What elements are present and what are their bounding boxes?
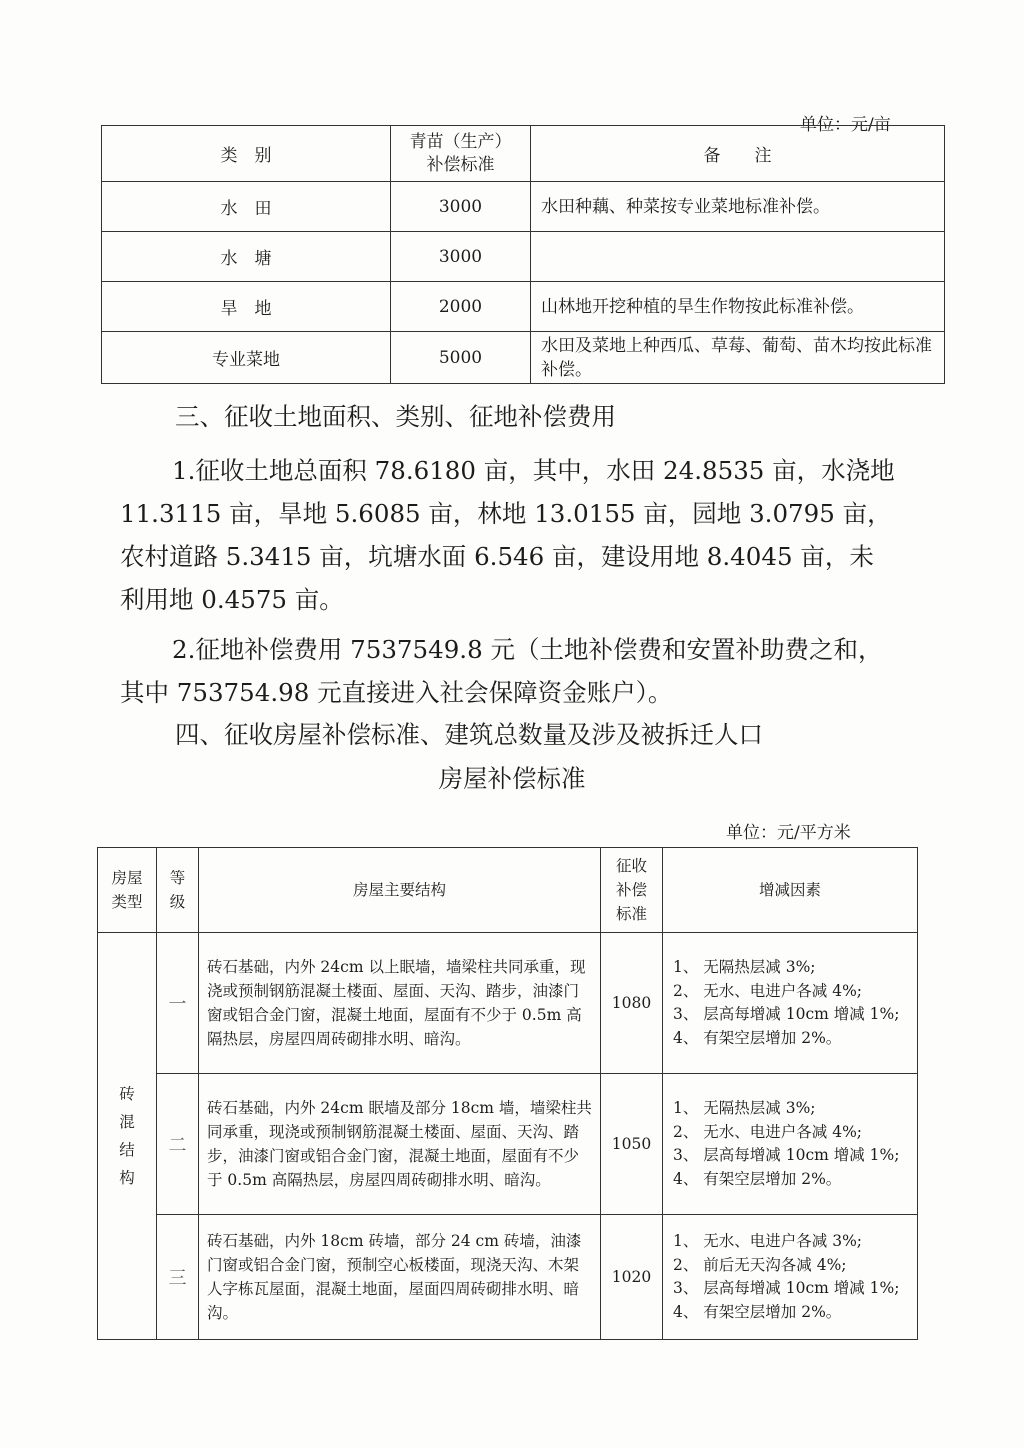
house-table-title: 房屋补偿标准 (438, 764, 586, 793)
cell-grade: 三 (157, 1215, 199, 1340)
table-row (98, 1074, 918, 1215)
cell-category: 水 田 (102, 182, 391, 232)
header-comp-line1: 青苗（生产） (409, 131, 512, 152)
factor-item: 2、 无水、电进户各减 4%; (673, 981, 863, 1000)
cell-structure: 砖石基础，内外 24cm 眠墙及部分 18cm 墙，墙梁柱共同承重，现浇或预制钢筋混凝土楼面、屋面、天沟、踏步，油漆门窗或铝合金门窗，混凝土地面，屋面有不少于 0.5m 高隔热层，房屋四周砖砌排水明、暗沟。 (199, 1074, 601, 1215)
cell-standard: 5000 (391, 332, 531, 384)
header-compensation-standard (391, 126, 531, 182)
cell-grade: 二 (157, 1074, 199, 1215)
table-row (102, 282, 945, 332)
green-crop-compensation-table (101, 125, 945, 384)
cell-note: 山林地开挖种植的旱生作物按此标准补偿。 (531, 282, 945, 332)
table-row (98, 933, 918, 1074)
header-comp-line2: 补偿标准 (426, 154, 495, 175)
cell-standard: 1050 (601, 1074, 663, 1215)
section3-heading: 三、征收土地面积、类别、征地补偿费用 (175, 402, 616, 431)
cell-note (531, 232, 945, 282)
factor-item: 4、 有架空层增加 2%。 (673, 1028, 842, 1047)
header-grade (157, 848, 199, 933)
section3-paragraph-2: 2.征地补偿费用 7537549.8 元（土地补偿费和安置补助费之和，其中 753754.98 元直接进入社会保障资金账户）。 (120, 635, 883, 707)
header-structure: 房屋主要结构 (199, 848, 601, 933)
cell-grade: 一 (157, 933, 199, 1074)
table-row (102, 182, 945, 232)
cell-category: 专业菜地 (102, 332, 391, 384)
cell-structure: 砖石基础，内外 18cm 砖墙，部分 24 cm 砖墙，油漆门窗或铝合金门窗，预制空心板楼面，现浇天沟、木架人字栋瓦屋面，混凝土地面，屋面四周砖砌排水明、暗沟。 (199, 1215, 601, 1340)
section3-paragraph-1: 1.征收土地总面积 78.6180 亩，其中，水田 24.8535 亩，水浇地 11.3115 亩，旱地 5.6085 亩，林地 13.0155 亩，园地 3.0795 亩，农村道路 5.3415 亩，坑塘水面 6.546 亩，建设用地 8.4045 亩，未利用地 0.4575 亩。 (120, 456, 895, 614)
house-type-text: 砖混结构 (119, 1085, 135, 1187)
table-header-row (102, 126, 945, 182)
header-grade-text: 等级 (169, 869, 186, 911)
factor-item: 3、 层高每增减 10cm 增减 1%; (673, 1005, 900, 1023)
cell-note: 水田种藕、种菜按专业菜地标准补偿。 (531, 182, 945, 232)
cell-standard: 1020 (601, 1215, 663, 1340)
cell-standard: 1080 (601, 933, 663, 1074)
section4-heading: 四、征收房屋补偿标准、建筑总数量及涉及被拆迁人口 (175, 720, 763, 749)
header-category: 类 别 (102, 126, 391, 182)
cell-standard: 3000 (391, 182, 531, 232)
cell-standard: 2000 (391, 282, 531, 332)
cell-factors (663, 933, 918, 1074)
table-row (102, 332, 945, 384)
table-header-row (98, 848, 918, 933)
factor-item: 4、 有架空层增加 2%。 (673, 1169, 842, 1188)
factor-item: 3、 层高每增减 10cm 增减 1%; (673, 1146, 900, 1164)
factor-item: 2、 无水、电进户各减 4%; (673, 1122, 863, 1141)
cell-note: 水田及菜地上种西瓜、草莓、葡萄、苗木均按此标准补偿。 (531, 332, 945, 384)
cell-house-type (98, 933, 157, 1340)
cell-structure: 砖石基础，内外 24cm 以上眠墙，墙梁柱共同承重，现浇或预制钢筋混凝土楼面、屋面、天沟、踏步，油漆门窗或铝合金门窗，混凝土地面，屋面有不少于 0.5m 高隔热层，房屋四周砖砌排水明、暗沟。 (199, 933, 601, 1074)
cell-standard: 3000 (391, 232, 531, 282)
header-standard (601, 848, 663, 933)
factor-item: 1、 无隔热层减 3%; (673, 958, 816, 976)
table-row (98, 1215, 918, 1340)
factor-item: 1、 无隔热层减 3%; (673, 1099, 816, 1117)
table1-unit: 单位：元/亩 (800, 115, 891, 135)
factor-item: 1、 无水、电进户各减 3%; (673, 1232, 863, 1250)
table2-unit: 单位：元/平方米 (726, 823, 851, 843)
header-standard-text: 征收补偿标准 (615, 857, 647, 923)
factor-item: 2、 前后无天沟各减 4%; (673, 1255, 847, 1274)
table-row (102, 232, 945, 282)
cell-factors (663, 1215, 918, 1340)
house-compensation-table (97, 847, 918, 1340)
factor-item: 4、 有架空层增加 2%。 (673, 1302, 842, 1321)
header-house-type-text: 房屋类型 (111, 869, 143, 911)
cell-category: 水 塘 (102, 232, 391, 282)
header-note: 备 注 (531, 126, 945, 182)
cell-factors (663, 1074, 918, 1215)
header-house-type (98, 848, 157, 933)
factor-item: 3、 层高每增减 10cm 增减 1%; (673, 1279, 900, 1297)
header-factors: 增减因素 (663, 848, 918, 933)
cell-category: 旱 地 (102, 282, 391, 332)
